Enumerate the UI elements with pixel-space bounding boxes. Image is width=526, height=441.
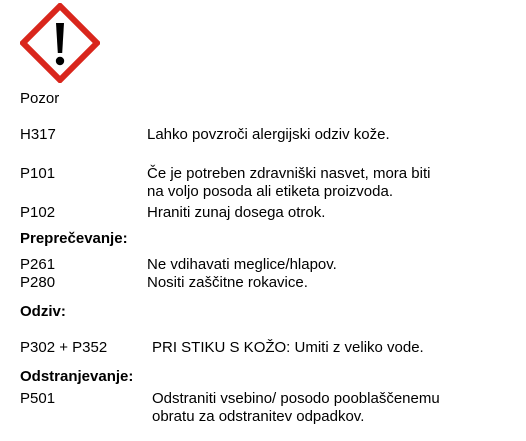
section-heading-response: Odziv: [20,303,66,320]
statement-text-p302-p352: PRI STIKU S KOŽO: Umiti z veliko vode. [152,339,424,356]
statement-line: Če je potreben zdravniški nasvet, mora biti [147,165,431,182]
statement-text-p501 [152,390,440,426]
section-heading-disposal: Odstranjevanje: [20,368,134,385]
hazard-code: H317 [20,126,56,143]
statement-code-p261: P261 [20,256,56,273]
statement-text-p280: Nositi zaščitne rokavice. [147,274,308,291]
statement-code-p302-p352: P302 + P352 [20,339,108,356]
exclamation-mark-icon [20,3,100,83]
statement-code-p501: P501 [20,390,56,407]
statement-line: na voljo posoda ali etiketa proizvoda. [147,183,393,200]
statement-text-p101 [147,165,430,201]
statement-text-p261: Ne vdihavati meglice/hlapov. [147,256,337,273]
hazard-text: Lahko povzroči alergijski odziv kože. [147,126,390,143]
statement-text-p102: Hraniti zunaj dosega otrok. [147,204,326,221]
statement-code-p102: P102 [20,204,56,221]
signal-word: Pozor [20,90,60,107]
statement-code-p101: P101 [20,165,56,182]
statement-line: Odstraniti vsebino/ posodo pooblaščenemu [152,390,440,407]
statement-line: obratu za odstranitev odpadkov. [152,408,365,425]
statement-code-p280: P280 [20,274,56,291]
section-heading-prevention: Preprečevanje: [20,230,128,247]
